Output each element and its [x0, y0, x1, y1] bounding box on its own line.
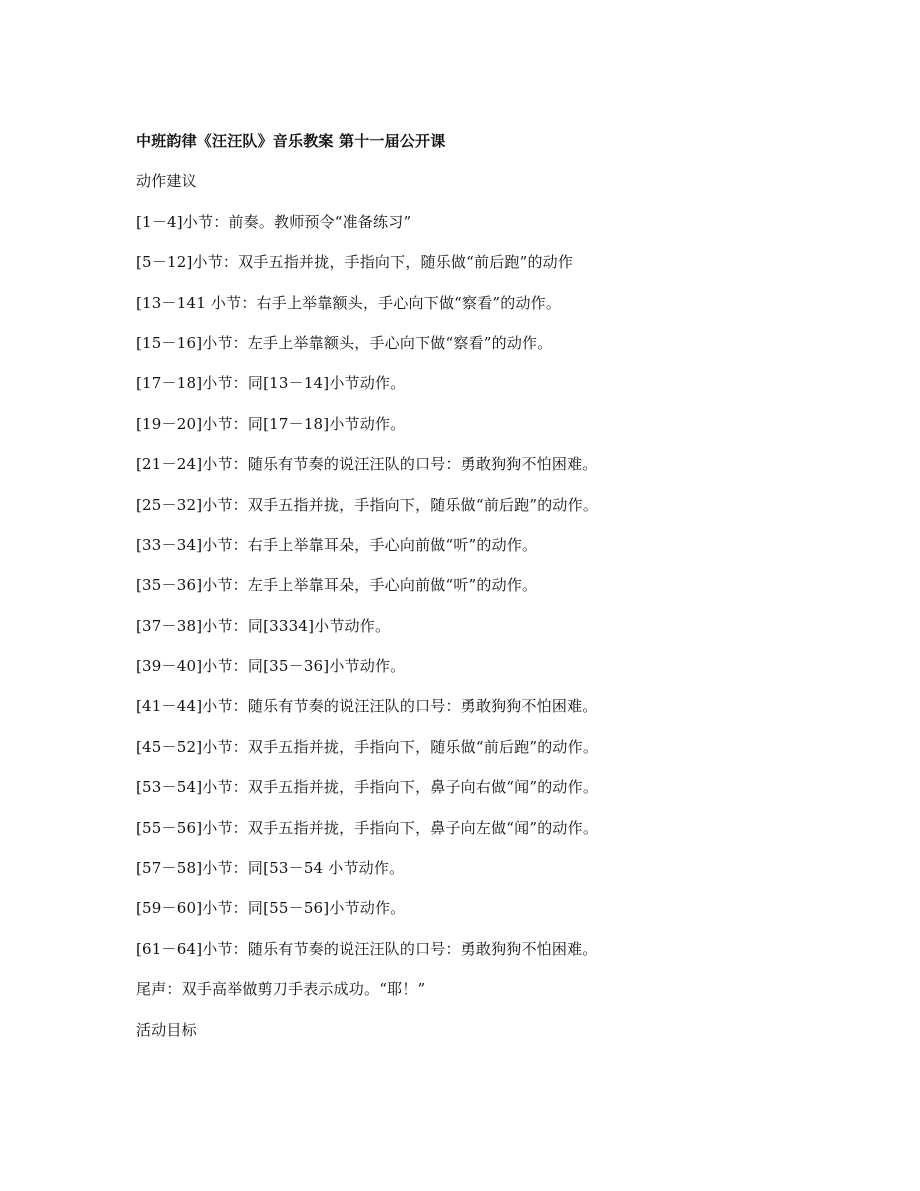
action-line: [35－36]小节：左手上举靠耳朵，手心向前做“听”的动作。	[136, 576, 538, 595]
action-line: [45－52]小节：双手五指并拢，手指向下，随乐做“前后跑”的动作。	[136, 737, 599, 756]
document-title: 中班韵律《汪汪队》音乐教案 第十一届公开课	[136, 132, 446, 150]
action-line: [33－34]小节：右手上举靠耳朵，手心向前做“听”的动作。	[136, 535, 538, 554]
action-line: [53－54]小节：双手五指并拢，手指向下，鼻子向右做“闻”的动作。	[136, 778, 599, 797]
action-line: [59－60]小节：同[55－56]小节动作。	[136, 899, 406, 918]
action-line: [15－16]小节：左手上举靠额头，手心向下做“察看”的动作。	[136, 333, 553, 352]
action-line: [57－58]小节：同[53－54 小节动作。	[136, 859, 405, 878]
action-line: [1－4]小节：前奏。教师预令“准备练习”	[136, 212, 412, 231]
ending-line: 尾声：双手高举做剪刀手表示成功。“耶！”	[136, 980, 426, 999]
section-heading-actions: 动作建议	[136, 172, 197, 191]
action-line: [5－12]小节：双手五指并拢，手指向下，随乐做“前后跑”的动作	[136, 253, 574, 272]
action-line: [21－24]小节：随乐有节奏的说汪汪队的口号：勇敢狗狗不怕困难。	[136, 455, 598, 474]
action-line: [55－56]小节：双手五指并拢，手指向下，鼻子向左做“闻”的动作。	[136, 818, 599, 837]
action-line: [25－32]小节：双手五指并拢，手指向下，随乐做“前后跑”的动作。	[136, 495, 599, 514]
action-line: [13－141 小节：右手上举靠额头，手心向下做“察看”的动作。	[136, 293, 562, 312]
action-line: [61－64]小节：随乐有节奏的说汪汪队的口号：勇敢狗狗不怕困难。	[136, 939, 598, 958]
action-line: [37－38]小节：同[3334]小节动作。	[136, 616, 391, 635]
section-heading-goals: 活动目标	[136, 1020, 197, 1039]
action-line: [17－18]小节：同[13－14]小节动作。	[136, 374, 406, 393]
action-line: [39－40]小节：同[35－36]小节动作。	[136, 657, 406, 676]
document-body	[136, 128, 836, 1057]
action-line: [41－44]小节：随乐有节奏的说汪汪队的口号：勇敢狗狗不怕困难。	[136, 697, 598, 716]
action-line: [19－20]小节：同[17－18]小节动作。	[136, 414, 406, 433]
